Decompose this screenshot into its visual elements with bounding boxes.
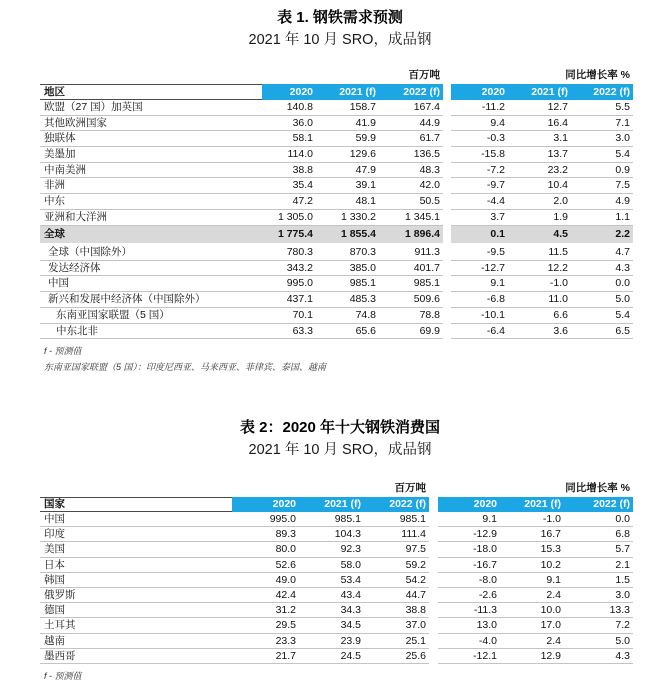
growth-2022f: 4.7: [571, 245, 633, 261]
country-row: [40, 573, 633, 588]
volume-2022f: 69.9: [379, 324, 443, 340]
volume-2020: 42.4: [232, 588, 299, 603]
volume-2022f: 911.3: [379, 245, 443, 261]
header-volume-2022f: 2022 (f): [364, 497, 429, 512]
aggregate-label: 中国: [40, 276, 262, 292]
growth-2020: -9.5: [451, 245, 508, 261]
table2-subtitle: 2021 年 10 月 SRO，成品钢: [248, 442, 432, 458]
unit-row: [40, 68, 633, 84]
growth-2021f: 10.0: [500, 603, 564, 618]
country-row: [40, 588, 633, 603]
volume-2021f: 23.9: [299, 634, 364, 649]
volume-2021f: 985.1: [316, 276, 379, 292]
column-gap: [443, 210, 451, 226]
growth-2022f: 5.4: [571, 308, 633, 324]
aggregate-label: 中东北非: [40, 324, 262, 340]
growth-2020: -10.1: [451, 308, 508, 324]
growth-2020: -7.2: [451, 163, 508, 179]
volume-2020: 58.1: [262, 131, 316, 147]
volume-2021f: 870.3: [316, 245, 379, 261]
volume-2022f: 37.0: [364, 618, 429, 633]
growth-2021f: -1.0: [500, 512, 564, 527]
unit-row: [40, 481, 633, 497]
table2-title: 表 2：2020 年十大钢铁消费国: [239, 419, 441, 436]
volume-2021f: 65.6: [316, 324, 379, 340]
volume-2022f: 985.1: [364, 512, 429, 527]
growth-2022f: 7.2: [564, 618, 633, 633]
header-growth-2022f: 2022 (f): [564, 497, 633, 512]
volume-2020: 63.3: [262, 324, 316, 340]
volume-2021f: 1 855.4: [316, 226, 379, 243]
volume-2022f: 59.2: [364, 558, 429, 573]
column-gap: [443, 226, 451, 243]
volume-2020: 1 305.0: [262, 210, 316, 226]
unit-label: 百万吨: [394, 482, 426, 494]
column-gap: [429, 497, 438, 512]
growth-2020: 9.4: [451, 116, 508, 132]
growth-2021f: 2.4: [500, 634, 564, 649]
growth-2022f: 2.2: [571, 226, 633, 243]
region-row: [40, 210, 633, 226]
column-gap: [429, 558, 438, 573]
volume-2021f: 985.1: [299, 512, 364, 527]
volume-2021f: 34.3: [299, 603, 364, 618]
growth-2022f: 13.3: [564, 603, 633, 618]
aggregate-row: [40, 276, 633, 292]
header-volume-2021f: 2021 (f): [299, 497, 364, 512]
volume-2022f: 167.4: [379, 100, 443, 116]
table2-footnote-forecast: f - 预测值: [44, 671, 82, 681]
column-gap: [443, 147, 451, 163]
column-gap: [443, 84, 451, 100]
growth-2022f: 4.3: [571, 261, 633, 277]
column-gap: [429, 603, 438, 618]
growth-2021f: 11.5: [508, 245, 571, 261]
header-row: [40, 497, 633, 512]
volume-2022f: 42.0: [379, 178, 443, 194]
country-row: [40, 649, 633, 664]
growth-label: 同比增长率 %: [565, 482, 630, 494]
table1-footnote-forecast: f - 预测值: [44, 346, 82, 356]
column-gap: [443, 163, 451, 179]
volume-2022f: 509.6: [379, 292, 443, 308]
unit-row-spacer: [40, 68, 262, 82]
aggregate-row: [40, 292, 633, 308]
growth-2020: 0.1: [451, 226, 508, 243]
column-gap: [429, 588, 438, 603]
region-label: 欧盟（27 国）加英国: [40, 100, 262, 116]
country-label: 土耳其: [40, 618, 232, 633]
volume-2020: 47.2: [262, 194, 316, 210]
volume-2020: 140.8: [262, 100, 316, 116]
column-gap: [443, 116, 451, 132]
volume-2022f: 1 896.4: [379, 226, 443, 243]
growth-2021f: 10.4: [508, 178, 571, 194]
volume-2021f: 59.9: [316, 131, 379, 147]
volume-2021f: 47.9: [316, 163, 379, 179]
column-gap: [443, 276, 451, 292]
region-label: 亚洲和大洋洲: [40, 210, 262, 226]
volume-2020: 80.0: [232, 542, 299, 557]
column-gap: [443, 292, 451, 308]
header-growth-2020: 2020: [451, 84, 508, 100]
growth-2022f: 5.4: [571, 147, 633, 163]
aggregate-label: 东南亚国家联盟（5 国）: [40, 308, 262, 324]
country-label: 墨西哥: [40, 649, 232, 664]
region-label: 美墨加: [40, 147, 262, 163]
volume-2022f: 54.2: [364, 573, 429, 588]
growth-2021f: 2.4: [500, 588, 564, 603]
header-growth-2021f: 2021 (f): [508, 84, 571, 100]
growth-2021f: 2.0: [508, 194, 571, 210]
volume-2020: 1 775.4: [262, 226, 316, 243]
column-gap: [443, 68, 451, 82]
country-label: 印度: [40, 527, 232, 542]
growth-2022f: 1.1: [571, 210, 633, 226]
header-growth-2021f: 2021 (f): [500, 497, 564, 512]
growth-2021f: 12.9: [500, 649, 564, 664]
growth-2022f: 5.5: [571, 100, 633, 116]
growth-2020: -11.2: [451, 100, 508, 116]
column-gap: [429, 527, 438, 542]
country-row: [40, 512, 633, 527]
growth-2022f: 2.1: [564, 558, 633, 573]
growth-2022f: 1.5: [564, 573, 633, 588]
volume-2020: 23.3: [232, 634, 299, 649]
growth-2021f: 23.2: [508, 163, 571, 179]
volume-2021f: 104.3: [299, 527, 364, 542]
region-label: 中东: [40, 194, 262, 210]
aggregate-label: 发达经济体: [40, 261, 262, 277]
region-label: 中南美洲: [40, 163, 262, 179]
table1-subtitle: 2021 年 10 月 SRO，成品钢: [248, 32, 432, 48]
volume-2020: 343.2: [262, 261, 316, 277]
country-label: 日本: [40, 558, 232, 573]
region-row: [40, 116, 633, 132]
volume-2020: 780.3: [262, 245, 316, 261]
growth-2020: 13.0: [438, 618, 500, 633]
column-gap: [429, 634, 438, 649]
growth-2020: -11.3: [438, 603, 500, 618]
header-volume-2020: 2020: [232, 497, 299, 512]
table1-footnote-asean: 东南亚国家联盟（5 国）：印度尼西亚、马来西亚、菲律宾、泰国、越南: [44, 362, 327, 372]
growth-2020: 9.1: [438, 512, 500, 527]
growth-2022f: 6.5: [571, 324, 633, 340]
growth-2022f: 4.3: [564, 649, 633, 664]
steel-demand-forecast-table: [40, 68, 633, 339]
total-label: 全球: [40, 226, 262, 243]
total-row: [40, 226, 633, 243]
region-row: [40, 194, 633, 210]
growth-2021f: 12.7: [508, 100, 571, 116]
country-row: [40, 618, 633, 633]
region-row: [40, 163, 633, 179]
volume-2022f: 50.5: [379, 194, 443, 210]
growth-2022f: 5.0: [571, 292, 633, 308]
volume-2021f: 34.5: [299, 618, 364, 633]
growth-2022f: 0.9: [571, 163, 633, 179]
volume-2022f: 97.5: [364, 542, 429, 557]
region-row: [40, 178, 633, 194]
volume-2021f: 58.0: [299, 558, 364, 573]
column-gap: [443, 194, 451, 210]
growth-2020: -9.7: [451, 178, 508, 194]
country-label: 美国: [40, 542, 232, 557]
header-volume-2020: 2020: [262, 84, 316, 100]
growth-2022f: 7.5: [571, 178, 633, 194]
column-gap: [443, 245, 451, 261]
growth-2021f: 11.0: [508, 292, 571, 308]
header-growth-2020: 2020: [438, 497, 500, 512]
growth-2021f: 16.7: [500, 527, 564, 542]
header-row: [40, 84, 633, 100]
growth-2020: -0.3: [451, 131, 508, 147]
row-header: 地区: [40, 84, 262, 100]
growth-2020: -4.0: [438, 634, 500, 649]
volume-2021f: 485.3: [316, 292, 379, 308]
header-volume-2022f: 2022 (f): [379, 84, 443, 100]
growth-2022f: 5.0: [564, 634, 633, 649]
growth-2022f: 4.9: [571, 194, 633, 210]
column-gap: [443, 308, 451, 324]
growth-2020: -4.4: [451, 194, 508, 210]
growth-2020: -6.8: [451, 292, 508, 308]
volume-2021f: 39.1: [316, 178, 379, 194]
volume-2021f: 92.3: [299, 542, 364, 557]
growth-2021f: 13.7: [508, 147, 571, 163]
growth-2021f: 12.2: [508, 261, 571, 277]
growth-2020: -6.4: [451, 324, 508, 340]
volume-2022f: 25.1: [364, 634, 429, 649]
region-label: 非洲: [40, 178, 262, 194]
growth-label: 同比增长率 %: [565, 69, 630, 81]
country-row: [40, 542, 633, 557]
aggregate-row: [40, 324, 633, 340]
growth-2021f: 1.9: [508, 210, 571, 226]
country-label: 越南: [40, 634, 232, 649]
volume-2022f: 1 345.1: [379, 210, 443, 226]
growth-2022f: 5.7: [564, 542, 633, 557]
aggregate-label: 全球（中国除外）: [40, 245, 262, 261]
growth-2022f: 6.8: [564, 527, 633, 542]
growth-2021f: 4.5: [508, 226, 571, 243]
volume-2021f: 385.0: [316, 261, 379, 277]
growth-2020: -18.0: [438, 542, 500, 557]
country-row: [40, 634, 633, 649]
table1-title: 表 1. 钢铁需求预测: [277, 9, 403, 26]
column-gap: [443, 324, 451, 340]
growth-2022f: 3.0: [571, 131, 633, 147]
volume-2021f: 24.5: [299, 649, 364, 664]
volume-2021f: 43.4: [299, 588, 364, 603]
country-label: 德国: [40, 603, 232, 618]
volume-2020: 995.0: [262, 276, 316, 292]
volume-2022f: 111.4: [364, 527, 429, 542]
column-gap: [429, 649, 438, 664]
volume-2022f: 38.8: [364, 603, 429, 618]
growth-2021f: 15.3: [500, 542, 564, 557]
volume-2020: 52.6: [232, 558, 299, 573]
region-row: [40, 147, 633, 163]
volume-2020: 29.5: [232, 618, 299, 633]
country-row: [40, 558, 633, 573]
growth-2022f: 3.0: [564, 588, 633, 603]
country-row: [40, 527, 633, 542]
aggregate-row: [40, 261, 633, 277]
volume-2022f: 401.7: [379, 261, 443, 277]
growth-2020: -16.7: [438, 558, 500, 573]
column-gap: [443, 261, 451, 277]
header-growth-2022f: 2022 (f): [571, 84, 633, 100]
column-gap: [429, 573, 438, 588]
growth-2022f: 7.1: [571, 116, 633, 132]
volume-2020: 21.7: [232, 649, 299, 664]
top-steel-consumers-table: [40, 481, 633, 664]
growth-2021f: 17.0: [500, 618, 564, 633]
volume-2020: 437.1: [262, 292, 316, 308]
volume-2020: 89.3: [232, 527, 299, 542]
region-row: [40, 100, 633, 116]
growth-2020: 3.7: [451, 210, 508, 226]
country-label: 俄罗斯: [40, 588, 232, 603]
growth-2020: 9.1: [451, 276, 508, 292]
volume-2022f: 44.9: [379, 116, 443, 132]
growth-2020: -2.6: [438, 588, 500, 603]
volume-2020: 114.0: [262, 147, 316, 163]
volume-2022f: 44.7: [364, 588, 429, 603]
column-gap: [429, 618, 438, 633]
unit-row-spacer: [40, 481, 232, 495]
volume-2021f: 129.6: [316, 147, 379, 163]
volume-2020: 70.1: [262, 308, 316, 324]
country-row: [40, 603, 633, 618]
column-gap: [443, 178, 451, 194]
volume-2021f: 158.7: [316, 100, 379, 116]
growth-2020: -12.1: [438, 649, 500, 664]
volume-2022f: 985.1: [379, 276, 443, 292]
growth-2022f: 0.0: [564, 512, 633, 527]
volume-2020: 49.0: [232, 573, 299, 588]
volume-2021f: 1 330.2: [316, 210, 379, 226]
volume-2020: 35.4: [262, 178, 316, 194]
volume-2022f: 48.3: [379, 163, 443, 179]
volume-2021f: 74.8: [316, 308, 379, 324]
growth-2022f: 0.0: [571, 276, 633, 292]
column-gap: [429, 481, 438, 495]
header-volume-2021f: 2021 (f): [316, 84, 379, 100]
volume-2021f: 48.1: [316, 194, 379, 210]
row-header: 国家: [40, 497, 232, 512]
growth-2021f: 3.6: [508, 324, 571, 340]
unit-label: 百万吨: [408, 69, 440, 81]
growth-2020: -8.0: [438, 573, 500, 588]
growth-2020: -12.7: [451, 261, 508, 277]
volume-2020: 31.2: [232, 603, 299, 618]
column-gap: [429, 512, 438, 527]
growth-2021f: 10.2: [500, 558, 564, 573]
volume-2022f: 25.6: [364, 649, 429, 664]
growth-2021f: 3.1: [508, 131, 571, 147]
column-gap: [429, 542, 438, 557]
country-label: 韩国: [40, 573, 232, 588]
volume-2020: 995.0: [232, 512, 299, 527]
column-gap: [443, 131, 451, 147]
region-label: 其他欧洲国家: [40, 116, 262, 132]
aggregate-label: 新兴和发展中经济体（中国除外）: [40, 292, 262, 308]
column-gap: [443, 100, 451, 116]
region-row: [40, 131, 633, 147]
volume-2021f: 53.4: [299, 573, 364, 588]
volume-2020: 36.0: [262, 116, 316, 132]
growth-2021f: -1.0: [508, 276, 571, 292]
growth-2020: -15.8: [451, 147, 508, 163]
volume-2022f: 78.8: [379, 308, 443, 324]
region-label: 独联体: [40, 131, 262, 147]
volume-2022f: 61.7: [379, 131, 443, 147]
country-label: 中国: [40, 512, 232, 527]
aggregate-row: [40, 308, 633, 324]
growth-2021f: 9.1: [500, 573, 564, 588]
growth-2021f: 6.6: [508, 308, 571, 324]
growth-2021f: 16.4: [508, 116, 571, 132]
aggregate-row: [40, 245, 633, 261]
volume-2020: 38.8: [262, 163, 316, 179]
volume-2022f: 136.5: [379, 147, 443, 163]
volume-2021f: 41.9: [316, 116, 379, 132]
growth-2020: -12.9: [438, 527, 500, 542]
